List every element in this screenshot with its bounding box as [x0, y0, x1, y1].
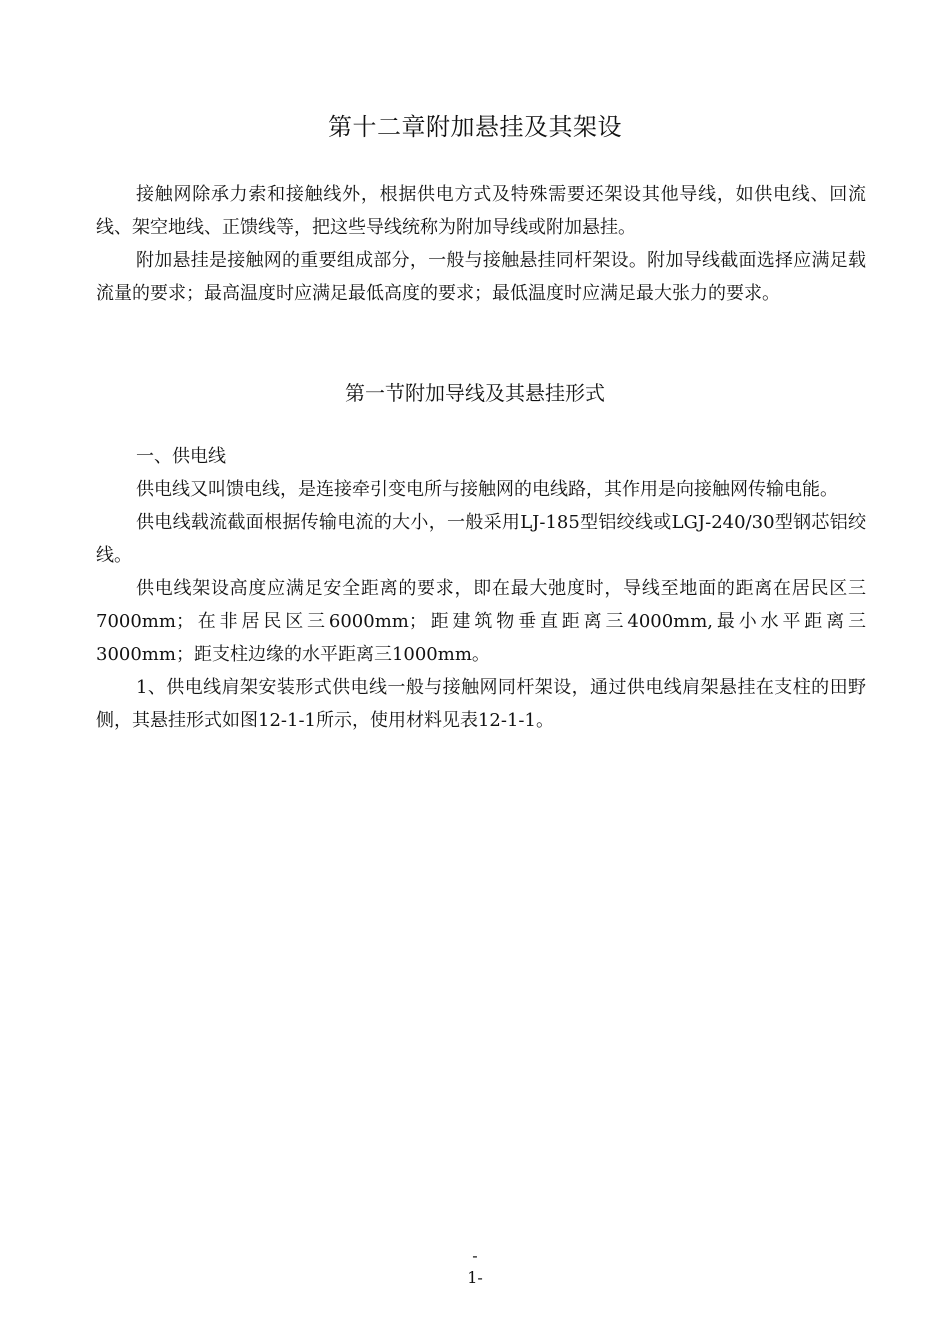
section-paragraph: 1、供电线肩架安装形式供电线一般与接触网同杆架设，通过供电线肩架悬挂在支柱的田野侧，其悬挂形式如图12-1-1所示，使用材料见表12-1-1。: [96, 677, 866, 731]
footer-dash: -: [472, 1246, 478, 1265]
section-paragraph: 供电线架设高度应满足安全距离的要求，即在最大弛度时，导线至地面的距离在居民区三7000mm；在非居民区三6000mm；距建筑物垂直距离三4000mm,最小水平距离三3000mm；距支柱边缘的水平距离三1000mm。: [96, 578, 866, 665]
section-text-block: [96, 440, 866, 737]
subsection-heading: 一、供电线: [136, 446, 226, 467]
section-paragraph: 供电线载流截面根据传输电流的大小，一般采用LJ-185型铝绞线或LGJ-240/30型钢芯铝绞线。: [96, 512, 866, 566]
intro-paragraph: 接触网除承力索和接触线外，根据供电方式及特殊需要还架设其他导线，如供电线、回流线、架空地线、正馈线等，把这些导线统称为附加导线或附加悬挂。: [96, 184, 866, 238]
page-number: 1-: [467, 1268, 483, 1287]
section-title: 第一节附加导线及其悬挂形式: [345, 381, 605, 405]
chapter-title: 第十二章附加悬挂及其架设: [328, 113, 622, 141]
section-paragraph: 供电线又叫馈电线，是连接牵引变电所与接触网的电线路，其作用是向接触网传输电能。: [136, 479, 838, 500]
intro-paragraph: 附加悬挂是接触网的重要组成部分，一般与接触悬挂同杆架设。附加导线截面选择应满足载流量的要求；最高温度时应满足最低高度的要求；最低温度时应满足最大张力的要求。: [96, 250, 866, 304]
intro-text-block: [96, 178, 866, 310]
